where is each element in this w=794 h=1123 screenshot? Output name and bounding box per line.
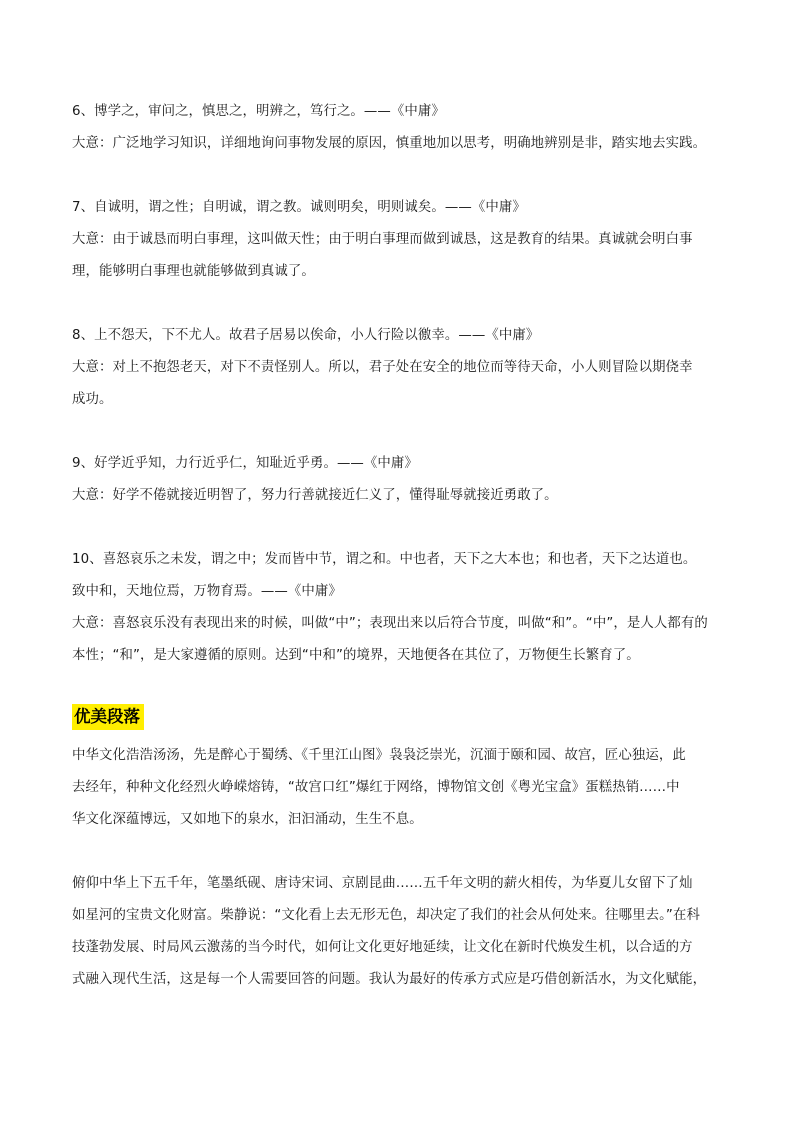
quote-8 [72,320,724,416]
quote-text: 6、博学之，审问之，慎思之，明辨之，笃行之。——《中庸》 [72,104,445,119]
quote-meaning: 大意：喜怒哀乐没有表现出来的时候，叫做“中”；表现出来以后符合节度，叫做“和”。“中”，是人人都有的 [72,616,708,631]
quote-10 [72,544,724,672]
quote-meaning: 大意：由于诚恳而明白事理，这叫做天性；由于明白事理而做到诚恳，这是教育的结果。真诚就会明白事 [72,232,693,247]
quote-meaning-cont: 本性；“和”，是大家遵循的原则。达到“中和”的境界，天地便各在其位了，万物便生长繁育了。 [72,648,640,663]
paragraph-line: 华文化深蕴博远，又如地下的泉水，汩汩涌动，生生不息。 [72,812,423,827]
quote-text: 8、上不怨天，下不尤人。故君子居易以俟命，小人行险以徼幸。——《中庸》 [72,328,540,343]
paragraph-line: 中华文化浩浩汤汤，先是醉心于蜀绣、《千里江山图》袅袅泛崇光，沉湎于颐和园、故宫，匠心独运，此 [72,748,686,763]
quote-meaning-cont: 理，能够明白事理也就能够做到真诚了。 [72,264,315,279]
quote-meaning: 大意：广泛地学习知识，详细地询问事物发展的原因，慎重地加以思考，明确地辨别是非，踏实地去实践。 [72,136,707,151]
paragraph-line: 式融入现代生活，这是每一个人需要回答的问题。我认为最好的传承方式应是巧借创新活水，为文化赋能， [72,972,707,987]
quote-text: 7、自诚明，谓之性；自明诚，谓之教。诚则明矣，明则诚矣。——《中庸》 [72,200,526,215]
paragraph-line: 俯仰中华上下五千年，笔墨纸砚、唐诗宋词、京剧昆曲……五千年文明的薪火相传，为华夏儿女留下了灿 [72,876,693,891]
paragraph-line: 去经年，种种文化经烈火峥嵘熔铸，“故宫口红”爆红于网络，博物馆文创《粤光宝盒》蛋糕热销……中 [72,780,680,795]
quote-meaning: 大意：对上不抱怨老天，对下不责怪别人。所以，君子处在安全的地位而等待天命，小人则冒险以期侥幸 [72,360,693,375]
section-heading-wrap [72,704,724,736]
quote-7 [72,192,724,288]
section-heading: 优美段落 [72,704,144,730]
paragraph-line: 如星河的宝贵文化财富。柴静说：“文化看上去无形无色，却决定了我们的社会从何处来。往哪里去。”在科 [72,908,700,923]
quote-text: 10、喜怒哀乐之未发，谓之中；发而皆中节，谓之和。中也者，天下之大本也；和也者，天下之达道也。 [72,552,697,567]
quote-meaning: 大意：好学不倦就接近明智了，努力行善就接近仁义了，懂得耻辱就接近勇敢了。 [72,488,558,503]
paragraph-line: 技蓬勃发展、时局风云激荡的当今时代，如何让文化更好地延续，让文化在新时代焕发生机，以合适的方 [72,940,693,955]
quote-text-cont: 致中和，天地位焉，万物育焉。——《中庸》 [72,584,342,599]
quote-meaning-cont: 成功。 [72,392,113,407]
document-page [72,96,724,1028]
quote-text: 9、好学近乎知，力行近乎仁，知耻近乎勇。——《中庸》 [72,456,418,471]
quote-9 [72,448,724,512]
paragraph-1 [72,740,724,836]
quote-6 [72,96,724,160]
paragraph-2 [72,868,724,996]
